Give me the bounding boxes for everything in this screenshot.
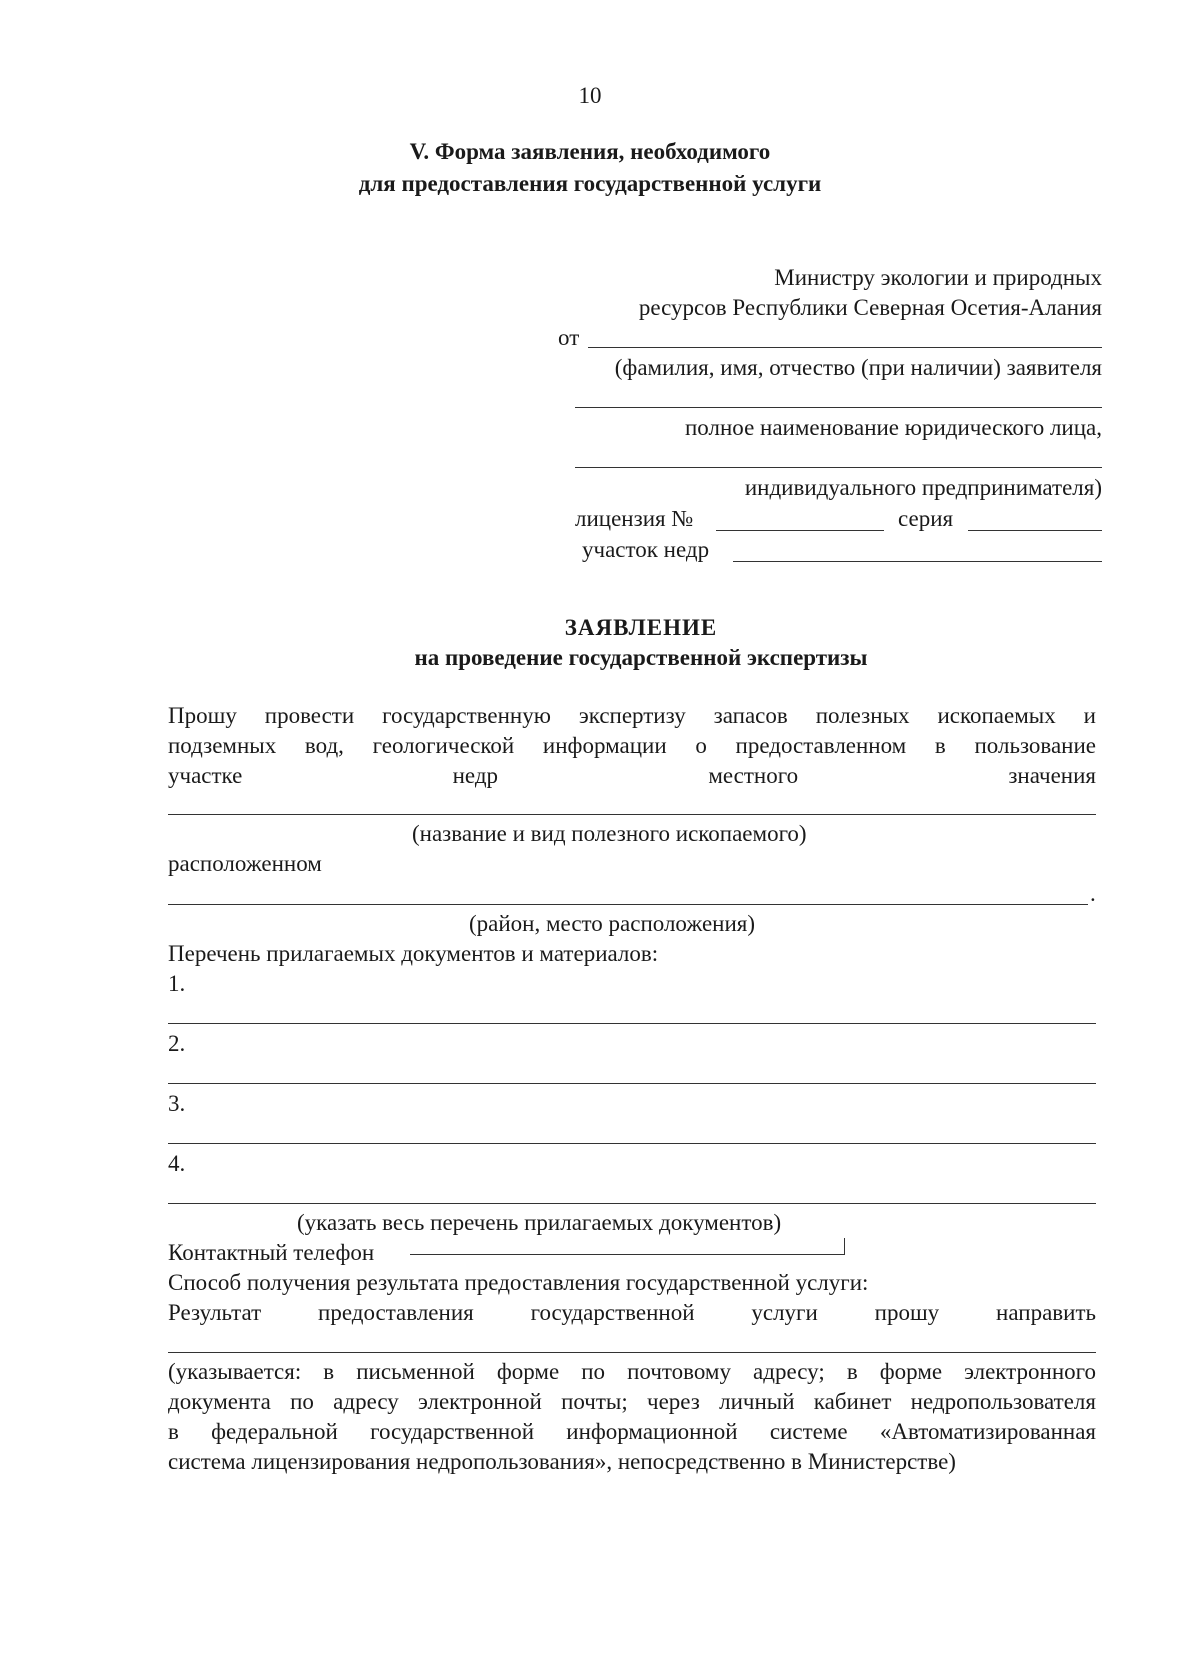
site-field[interactable]: [733, 561, 1102, 562]
applicant-line2-field[interactable]: [575, 407, 1102, 408]
from-label: от: [558, 325, 580, 350]
doc-number-4: 4.: [168, 1151, 186, 1176]
license-number-field[interactable]: [716, 530, 884, 531]
body-word: участке: [168, 763, 243, 788]
series-field[interactable]: [968, 530, 1102, 531]
note-line2: [168, 1388, 1096, 1416]
result-word: государственной: [530, 1300, 695, 1325]
site-label: участок недр: [582, 537, 710, 562]
result-word: услуги: [751, 1300, 818, 1325]
phone-field[interactable]: [410, 1254, 845, 1255]
body-word: недр: [452, 763, 499, 788]
result-method-field[interactable]: [168, 1352, 1096, 1353]
series-label: серия: [898, 506, 954, 531]
body-line2: [168, 732, 1096, 760]
location-caption: (район, место расположения): [469, 911, 756, 936]
location-period: .: [1090, 881, 1096, 906]
result-word: прошу: [874, 1300, 940, 1325]
docs-caption: (указать весь перечень прилагаемых документов): [297, 1210, 782, 1235]
body-word: местного: [708, 763, 799, 788]
body-line3: [168, 762, 1096, 790]
located-label: расположенном: [168, 851, 322, 876]
applicant-name-field[interactable]: [588, 347, 1102, 348]
note-line4: система лицензирования недропользования», непосредственно в Министерстве): [168, 1449, 956, 1474]
page-number: 10: [578, 83, 602, 108]
note-line1: [168, 1358, 1096, 1386]
license-label: лицензия №: [575, 506, 694, 531]
result-line: [168, 1299, 1096, 1327]
mineral-caption: (название и вид полезного ископаемого): [412, 821, 807, 846]
addressee-line1: Министру экологии и природных: [774, 265, 1102, 290]
doc-field-4[interactable]: [168, 1203, 1096, 1204]
result-word: предоставления: [318, 1300, 474, 1325]
doc-number-2: 2.: [168, 1031, 186, 1056]
doc-field-3[interactable]: [168, 1143, 1096, 1144]
addressee-line2: ресурсов Республики Северная Осетия-Алания: [638, 295, 1102, 320]
entrepreneur-caption: индивидуального предпринимателя): [744, 475, 1102, 500]
body-line1: [168, 702, 1096, 730]
location-field[interactable]: [168, 904, 1088, 905]
note-line3: [168, 1418, 1096, 1446]
section-title-line2: для предоставления государственной услуги: [358, 171, 822, 196]
legal-entity-caption: полное наименование юридического лица,: [685, 415, 1102, 440]
statement-title: ЗАЯВЛЕНИЕ: [564, 615, 718, 640]
doc-number-1: 1.: [168, 971, 186, 996]
body-line1-text: Прошу провести государственную экспертизу запасов полезных ископаемых и: [168, 703, 1096, 728]
statement-subtitle: на проведение государственной экспертизы: [414, 645, 868, 670]
doc-number-3: 3.: [168, 1091, 186, 1116]
result-word: направить: [996, 1300, 1096, 1325]
doc-field-2[interactable]: [168, 1083, 1096, 1084]
body-word: значения: [1008, 763, 1096, 788]
applicant-line3-field[interactable]: [575, 467, 1102, 468]
method-label: Способ получения результата предоставления государственной услуги:: [168, 1270, 869, 1295]
section-title-line1: V. Форма заявления, необходимого: [409, 139, 771, 164]
docs-label: Перечень прилагаемых документов и материалов:: [168, 941, 659, 966]
phone-label: Контактный телефон: [168, 1240, 375, 1265]
note-line2-text: документа по адресу электронной почты; через личный кабинет недропользователя: [168, 1389, 1096, 1414]
note-line1-text: (указывается: в письменной форме по почтовому адресу; в форме электронного: [168, 1359, 1096, 1384]
doc-field-1[interactable]: [168, 1023, 1096, 1024]
mineral-field[interactable]: [168, 814, 1096, 815]
note-line3-text: в федеральной государственной информационной системе «Автоматизированная: [168, 1419, 1096, 1444]
phone-field-end-mark: [844, 1238, 845, 1254]
result-word: Результат: [168, 1300, 262, 1325]
applicant-caption: (фамилия, имя, отчество (при наличии) заявителя: [614, 355, 1102, 380]
body-line2-text: подземных вод, геологической информации о предоставленном в пользование: [168, 733, 1096, 758]
